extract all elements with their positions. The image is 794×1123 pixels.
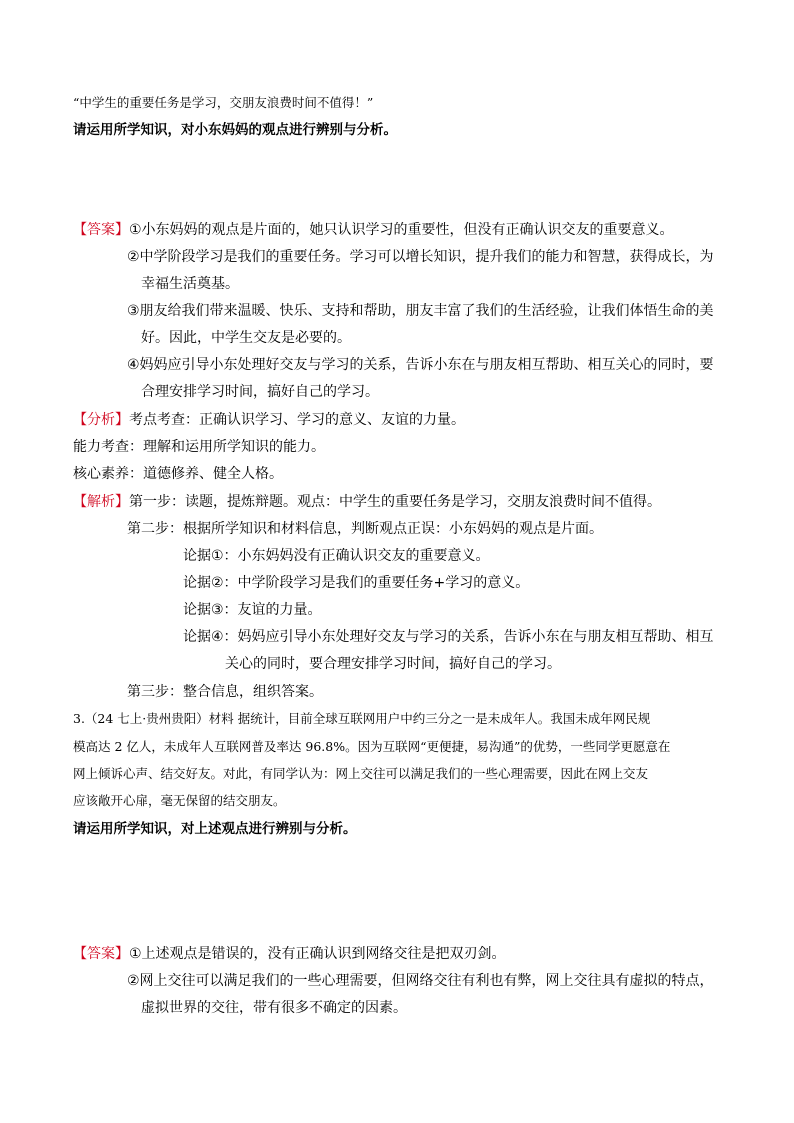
answer-line: 虚拟世界的交往，带有很多不确定的因素。 <box>141 1000 407 1016</box>
argument-line: 论据①：小东妈妈没有正确认识交友的重要意义。 <box>183 548 490 564</box>
answer-block <box>73 220 674 240</box>
answer-tag: 【答案】 <box>73 222 129 238</box>
ability-line: 能力考查：理解和运用所学知识的能力。 <box>73 439 325 455</box>
answer-line: ①小东妈妈的观点是片面的，她只认识学习的重要性，但没有正确认识交友的重要意义。 <box>129 222 674 238</box>
explain-step: 第二步：根据所学知识和材料信息，判断观点正误：小东妈妈的观点是片面。 <box>127 521 603 537</box>
answer-line: ③朋友给我们带来温暖、快乐、支持和帮助，朋友丰富了我们的生活经验，让我们体悟生命的美 <box>127 303 714 319</box>
argument-line: 论据④：妈妈应引导小东处理好交友与学习的关系，告诉小东在与朋友相互帮助、相互 <box>183 629 714 645</box>
question-material-line: 3.（24 七上·贵州贵阳）材料 据统计，目前全球互联网用户中约三分之一是未成年人。我国未成年网民规 <box>73 711 651 726</box>
answer-line: 合理安排学习时间，搞好自己的学习。 <box>141 384 379 400</box>
question-material-line: 模高达 2 亿人，未成年人互联网普及率达 96.8%。因为互联网“更便捷，易沟通”的优势，一些同学更愿意在 <box>73 739 671 754</box>
literacy-line: 核心素养：道德修养、健全人格。 <box>73 466 283 482</box>
analysis-block <box>73 410 465 430</box>
answer-line: ②网上交往可以满足我们的一些心理需要，但网络交往有利也有弊，网上交往具有虚拟的特点， <box>127 973 714 989</box>
question-prompt: 请运用所学知识，对上述观点进行辨别与分析。 <box>73 821 357 837</box>
argument-line: 论据③：友谊的力量。 <box>183 602 322 618</box>
answer-line: ①上述观点是错误的，没有正确认识到网络交往是把双刃剑。 <box>129 946 506 962</box>
answer-line: ②中学阶段学习是我们的重要任务。学习可以增长知识，提升我们的能力和智慧，获得成长，为 <box>127 249 714 265</box>
answer-line: ④妈妈应引导小东处理好交友与学习的关系，告诉小东在与朋友相互帮助、相互关心的同时，要 <box>127 357 714 373</box>
answer-line: 幸福生活奠基。 <box>141 276 239 292</box>
answer-line: 好。因此，中学生交友是必要的。 <box>141 330 351 346</box>
argument-line: 关心的同时，要合理安排学习时间，搞好自己的学习。 <box>225 656 561 672</box>
quote-text: “中学生的重要任务是学习，交朋友浪费时间不值得！” <box>73 95 374 110</box>
explain-tag: 【解析】 <box>73 494 129 510</box>
explain-block <box>73 492 661 512</box>
answer-tag: 【答案】 <box>73 946 129 962</box>
analysis-line: 考点考查：正确认识学习、学习的意义、友谊的力量。 <box>129 412 465 428</box>
question-material-line: 网上倾诉心声、结交好友。对此，有同学认为：网上交往可以满足我们的一些心理需要，因此在网上交友 <box>73 766 649 781</box>
question-prompt: 请运用所学知识，对小东妈妈的观点进行辨别与分析。 <box>73 122 397 138</box>
argument-line: 论据②：中学阶段学习是我们的重要任务+学习的意义。 <box>183 575 530 591</box>
analysis-tag: 【分析】 <box>73 412 129 428</box>
explain-step: 第三步：整合信息，组织答案。 <box>127 684 323 700</box>
answer-block <box>73 944 506 964</box>
question-material-line: 应该敞开心扉，毫无保留的结交朋友。 <box>73 793 286 808</box>
explain-step: 第一步：读题，提炼辩题。观点：中学生的重要任务是学习，交朋友浪费时间不值得。 <box>129 494 661 510</box>
